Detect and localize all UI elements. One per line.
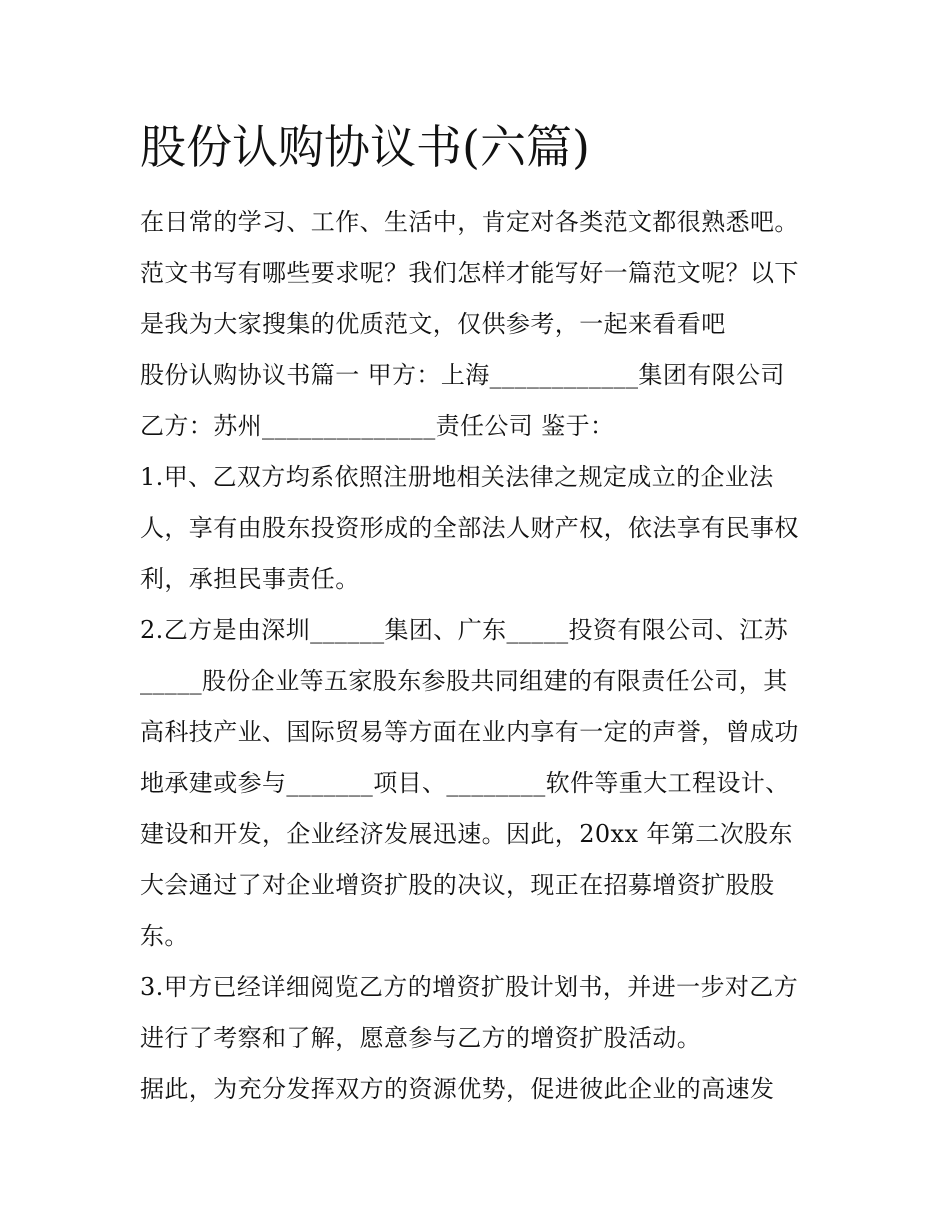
document-body — [140, 197, 820, 1115]
text-line: 股份认购协议书篇一 甲方：上海____________集团有限公司 — [140, 361, 785, 389]
text-line: 利，承担民事责任。 — [140, 565, 360, 593]
text-line: 是我为大家搜集的优质范文，仅供参考，一起来看看吧 — [140, 310, 726, 338]
text-line: 大会通过了对企业增资扩股的决议，现正在招募增资扩股股 — [140, 871, 775, 899]
text-line: 乙方：苏州______________责任公司 鉴于： — [140, 412, 615, 440]
text-line: 东。 — [140, 922, 189, 950]
text-line: 人，享有由股东投资形成的全部法人财产权，依法享有民事权 — [140, 514, 799, 542]
text-line: _____股份企业等五家股东参股共同组建的有限责任公司，其 — [140, 667, 788, 695]
text-line: 1.甲、乙双方均系依照注册地相关法律之规定成立的企业法 — [140, 463, 774, 491]
text-line: 据此，为充分发挥双方的资源优势，促进彼此企业的高速发 — [140, 1075, 775, 1103]
text-line: 地承建或参与_______项目、________软件等重大工程设计、 — [140, 769, 790, 797]
text-line: 3.甲方已经详细阅览乙方的增资扩股计划书，并进一步对乙方 — [140, 973, 799, 1001]
text-line: 进行了考察和了解，愿意参与乙方的增资扩股活动。 — [140, 1024, 702, 1052]
text-line: 建设和开发，企业经济发展迅速。因此，20xx 年第二次股东 — [140, 820, 793, 848]
document-title: 股份认购协议书(六篇) — [140, 120, 590, 174]
text-line: 范文书写有哪些要求呢？我们怎样才能写好一篇范文呢？以下 — [140, 259, 799, 287]
text-line: 在日常的学习、工作、生活中，肯定对各类范文都很熟悉吧。 — [140, 208, 799, 236]
text-line: 2.乙方是由深圳______集团、广东_____投资有限公司、江苏 — [140, 616, 789, 644]
text-line: 高科技产业、国际贸易等方面在业内享有一定的声誉，曾成功 — [140, 718, 799, 746]
